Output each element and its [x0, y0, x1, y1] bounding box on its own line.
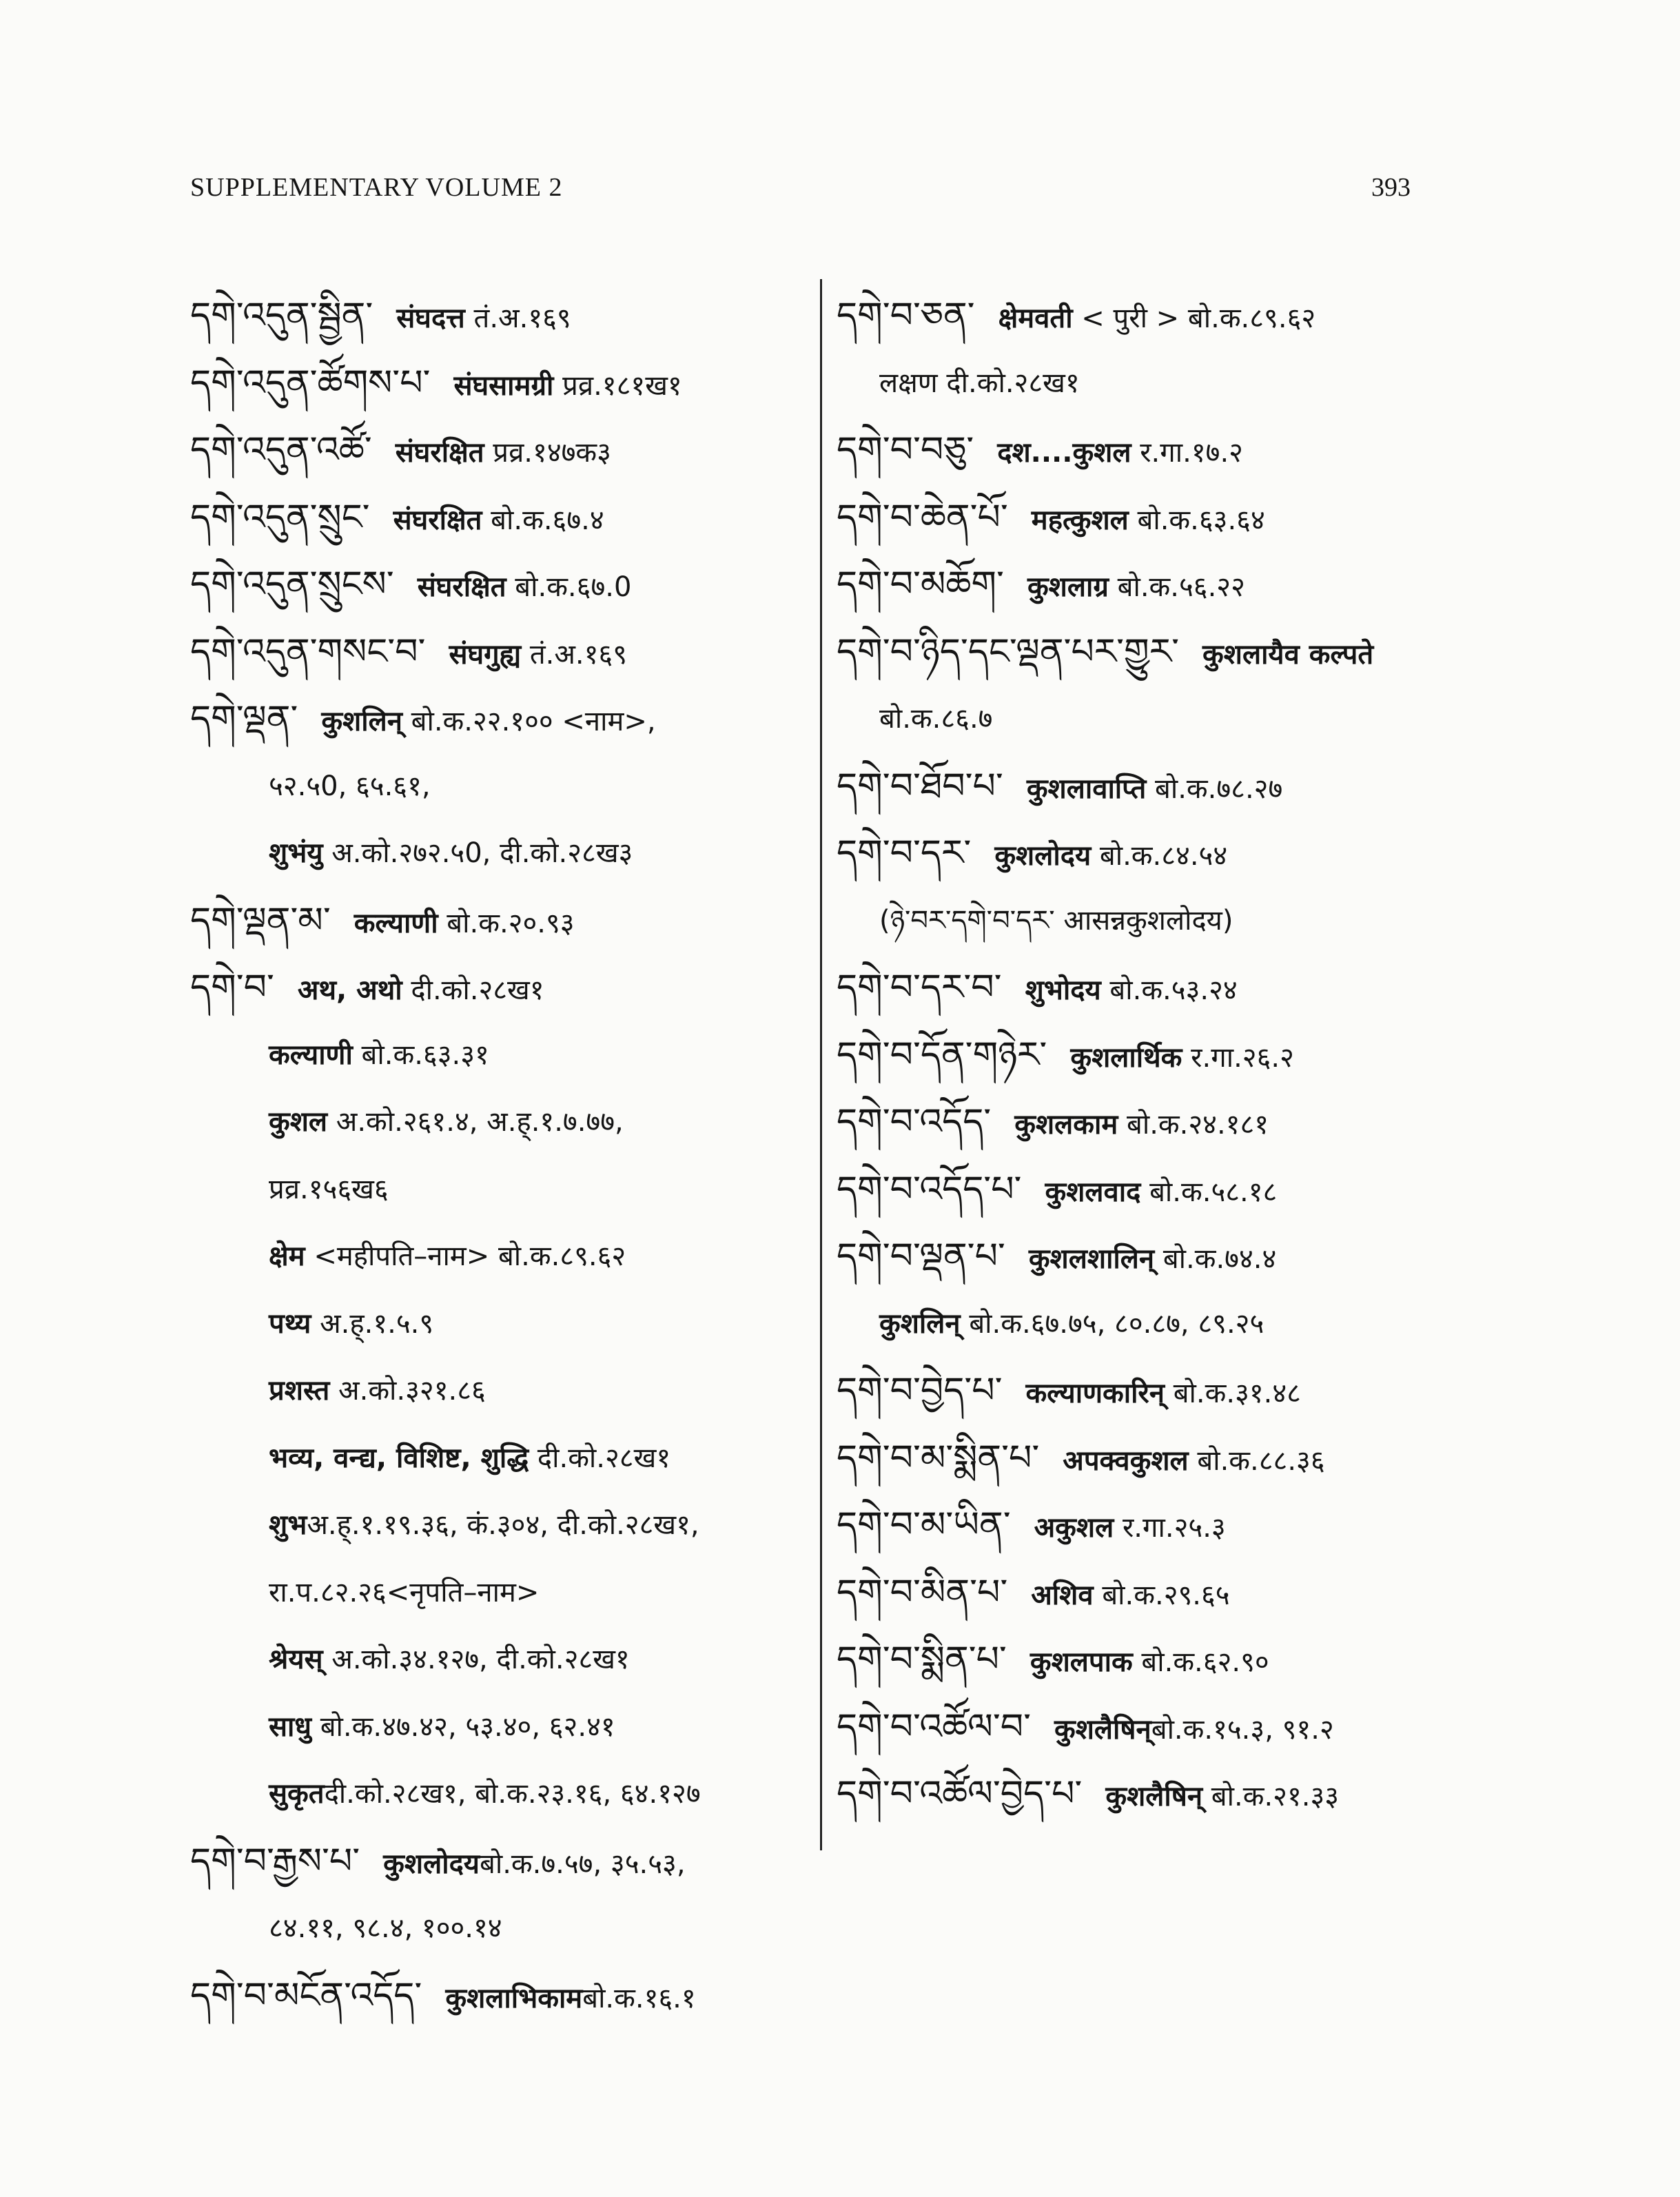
source-reference: अ.ह्.१.५.९ [311, 1307, 434, 1340]
tibetan-headword: དགེ་བ་མ་ཡིན་ [837, 1504, 1011, 1546]
sanskrit-equivalent: अशिव [1031, 1579, 1094, 1611]
source-reference: ५२.५0, ६५.६१, [269, 770, 431, 802]
source-reference: बो.क.८८.३६ [1188, 1444, 1325, 1477]
sanskrit-equivalent: सुकृत [269, 1778, 325, 1810]
source-reference: बो.क.३१.४८ [1165, 1378, 1301, 1409]
entry-continuation [190, 1761, 810, 1828]
sanskrit-equivalent: कुशलिन् [321, 706, 402, 737]
tibetan-headword: དགེ་བ་བཅུ་ [837, 429, 974, 471]
sanskrit-equivalent: कल्याणी [269, 1039, 353, 1071]
source-reference: अ.को.३२१.८६ [329, 1375, 486, 1407]
page-header [0, 172, 1680, 214]
column-divider [820, 279, 822, 1850]
dictionary-entry [190, 1963, 810, 2030]
source-reference: बो.क.६३.३१ [352, 1039, 489, 1071]
source-reference: (ཉེ་བར་དགེ་བ་དར་ आसन्नकुशलोदय) [879, 904, 1233, 937]
tibetan-headword: དགེ་བ་འཚོལ་བྱེད་པ་ [837, 1773, 1083, 1815]
source-reference: बो.क.२०.९३ [438, 907, 575, 939]
sanskrit-equivalent: कल्याणकारिन् [1025, 1378, 1165, 1409]
sanskrit-equivalent: कुशलावाप्ति [1026, 773, 1147, 805]
sanskrit-equivalent: कुशलोदय [383, 1848, 480, 1880]
source-reference: र.गा.२६.२ [1182, 1041, 1294, 1074]
source-reference: दी.को.२८ख१, बो.क.२३.१६, ६४.१२७ [324, 1778, 701, 1810]
source-reference: तं.अ.१६९ [464, 303, 571, 334]
tibetan-headword: དགེ་འདུན་སྲུང་ [190, 496, 370, 538]
source-reference: अ.को.२६१.४, अ.ह्.१.७.७७, [327, 1106, 624, 1138]
tibetan-headword: དགེ་བ་འཚོལ་བ་ [837, 1706, 1031, 1748]
sanskrit-equivalent: कुशलायैव कल्पते [1202, 638, 1374, 671]
tibetan-headword: དགེ་བ་སྨིན་པ་ [837, 1639, 1007, 1680]
dictionary-entry [837, 753, 1457, 821]
source-reference: दी.को.२८ख१ [529, 1442, 671, 1474]
sanskrit-equivalent: संघरक्षित [393, 504, 482, 536]
tibetan-headword: དགེ་བ་མཆོག་ [837, 564, 1004, 605]
tibetan-headword: དགེ་བ་ཆེན་པོ་ [837, 496, 1008, 538]
dictionary-entry [837, 1358, 1457, 1425]
tibetan-headword: དགེ་བ་འདོད་ [837, 1101, 992, 1143]
entry-continuation [837, 686, 1457, 753]
tibetan-headword: དགེ་ལྡན་མ་ [190, 899, 331, 941]
sanskrit-equivalent: संघगुह्य [449, 638, 522, 671]
source-reference: बो.क.७.५७, ३५.५३, [480, 1848, 686, 1880]
tibetan-headword: དགེ་བ་ [190, 967, 274, 1008]
source-reference: बो.क.६७.४ [482, 504, 604, 536]
sanskrit-equivalent: प्रशस्त [269, 1375, 330, 1407]
entry-continuation [190, 1492, 810, 1560]
sanskrit-equivalent: अपक्वकुशल [1063, 1444, 1189, 1477]
source-reference: < पुरी > बो.क.८९.६२ [1072, 303, 1316, 334]
dictionary-entry [837, 1560, 1457, 1627]
dictionary-entry [837, 283, 1457, 350]
sanskrit-equivalent: शुभंयु [269, 837, 323, 869]
sanskrit-equivalent: कुशलिन् [879, 1307, 961, 1340]
source-reference: प्रव्र.१५६ख६ [269, 1173, 389, 1205]
tibetan-headword: དགེ་བ་ལྡན་པ་ [837, 1236, 1005, 1277]
sanskrit-equivalent: संघदत्त [396, 303, 465, 334]
entry-continuation [190, 1291, 810, 1358]
entry-continuation [190, 1626, 810, 1694]
dictionary-entry [837, 484, 1457, 552]
tibetan-headword: དགེ་འདུན་སྲུངས་ [190, 564, 394, 605]
dictionary-entry [190, 551, 810, 619]
tibetan-headword: དགེ་བ་དར་ [837, 832, 972, 874]
source-reference: बो.क.८४.५४ [1091, 840, 1228, 872]
sanskrit-equivalent: दश....कुशल [997, 437, 1131, 469]
sanskrit-equivalent: अकुशल [1034, 1512, 1114, 1544]
entry-continuation [190, 820, 810, 888]
sanskrit-equivalent: साधु [269, 1710, 311, 1743]
dictionary-entry [837, 1626, 1457, 1694]
source-reference: अ.को.२७२.५0, दी.को.२८ख३ [322, 837, 633, 869]
entry-continuation [190, 1560, 810, 1627]
entry-continuation [190, 1425, 810, 1493]
dictionary-entry [837, 1761, 1457, 1828]
tibetan-headword: དགེ་འདུན་སྦྱིན་ [190, 295, 373, 336]
dictionary-entry [837, 1089, 1457, 1156]
source-reference: बो.क.५८.१८ [1140, 1176, 1278, 1208]
page-number: 393 [1371, 173, 1411, 202]
dictionary-entry [190, 619, 810, 686]
sanskrit-equivalent: कुशलवाद [1045, 1176, 1141, 1208]
source-reference: बो.क.७४.४ [1154, 1243, 1277, 1275]
source-reference: बो.क.८६.७ [879, 703, 993, 735]
sanskrit-equivalent: कुशलपाक [1029, 1646, 1133, 1678]
source-reference: बो.क.६७.0 [506, 571, 632, 603]
entry-continuation [190, 1022, 810, 1090]
source-reference: बो.क.६२.९० [1132, 1646, 1269, 1678]
source-reference: बो.क.६३.६४ [1128, 504, 1265, 536]
sanskrit-equivalent: कुशलाभिकाम [445, 1982, 583, 2014]
source-reference: बो.क.४७.४२, ५३.४०, ६२.४१ [311, 1710, 615, 1743]
source-reference: बो.क.२९.६५ [1093, 1579, 1230, 1611]
source-reference: बो.क.६७.७५, ८०.८७, ८९.२५ [960, 1307, 1264, 1340]
source-reference: अ.को.३४.१२७, दी.को.२८ख१ [322, 1644, 630, 1675]
tibetan-headword: དགེ་འདུན་ཚོགས་པ་ [190, 362, 431, 404]
dictionary-entry [190, 417, 810, 484]
source-reference: बो.क.२१.३३ [1202, 1781, 1340, 1812]
source-reference: <महीपति–नाम> बो.क.८९.६२ [305, 1240, 626, 1272]
sanskrit-equivalent: कुशलाग्र [1027, 571, 1109, 603]
sanskrit-equivalent: कुशलार्थिक [1070, 1041, 1182, 1074]
sanskrit-equivalent: श्रेयस् [269, 1644, 323, 1675]
tibetan-headword: དགེ་བ་རྒྱས་པ་ [190, 1840, 360, 1882]
dictionary-entry [190, 350, 810, 418]
entry-continuation [837, 1291, 1457, 1358]
source-reference: रा.प.८२.२६<नृपति–नाम> [269, 1576, 540, 1608]
sanskrit-equivalent: क्षेमवती [998, 303, 1073, 334]
tibetan-headword: དགེ་འདུན་འཚོ་ [190, 429, 372, 471]
tibetan-headword: དགེ་བ་འདོད་པ་ [837, 1168, 1022, 1210]
source-reference: ८४.११, ९८.४, १००.१४ [269, 1912, 502, 1944]
sanskrit-equivalent: कुशल [269, 1106, 328, 1138]
sanskrit-equivalent: कुशलशालिन् [1028, 1243, 1155, 1275]
sanskrit-equivalent: क्षेम [269, 1240, 305, 1272]
dictionary-entry [190, 686, 810, 753]
entry-continuation [190, 1358, 810, 1425]
entry-continuation [190, 1156, 810, 1224]
tibetan-headword: དགེ་འདུན་གསང་བ་ [190, 631, 426, 673]
source-reference: बो.क.१६.१ [582, 1982, 696, 2014]
source-reference: र.गा.१७.२ [1131, 437, 1243, 469]
source-reference: दी.को.२८ख१ [402, 974, 544, 1006]
sanskrit-equivalent: अथ, अथो [297, 974, 402, 1006]
sanskrit-equivalent: कल्याणी [354, 907, 438, 939]
tibetan-headword: དགེ་བ་དར་བ་ [837, 967, 1002, 1008]
tibetan-headword: དགེ་ལྡན་ [190, 698, 298, 739]
dictionary-entry [190, 1828, 810, 1896]
source-reference: बो.क.५६.२२ [1108, 571, 1245, 603]
dictionary-entry [837, 954, 1457, 1022]
tibetan-headword: དགེ་བ་མ་སྨིན་པ་ [837, 1437, 1040, 1479]
dictionary-entry [837, 1492, 1457, 1560]
sanskrit-equivalent: भव्य, वन्द्य, विशिष्ट, शुद्धि [269, 1442, 529, 1474]
source-reference: बो.क.२२.१०० <नाम>, [402, 706, 656, 737]
source-reference: प्रव्र.१४७क३ [484, 437, 611, 469]
entry-continuation [837, 888, 1457, 955]
source-reference: प्रव्र.१८१ख१ [553, 369, 682, 402]
dictionary-entry [837, 619, 1457, 686]
entry-continuation [837, 350, 1457, 418]
dictionary-entry [190, 954, 810, 1022]
sanskrit-equivalent: शुभोदय [1025, 974, 1101, 1006]
source-reference: बो.क.१५.३, ९१.२ [1151, 1713, 1334, 1746]
dictionary-entry [837, 1022, 1457, 1090]
entry-continuation [190, 753, 810, 821]
dictionary-entry [837, 820, 1457, 888]
tibetan-headword: དགེ་བ་དོན་གཉེར་ [837, 1034, 1047, 1076]
sanskrit-equivalent: संघरक्षित [395, 437, 484, 469]
sanskrit-equivalent: कुशलैषिन् [1105, 1781, 1203, 1812]
dictionary-entry [190, 283, 810, 350]
source-reference: बो.क.७८.२७ [1146, 773, 1283, 805]
sanskrit-equivalent: कुशलोदय [994, 840, 1092, 872]
entry-continuation [190, 1223, 810, 1291]
dictionary-entry [837, 1156, 1457, 1224]
sanskrit-equivalent: संघरक्षित [417, 571, 506, 603]
sanskrit-equivalent: कुशलैषिन् [1054, 1713, 1151, 1746]
sanskrit-equivalent: शुभ [269, 1509, 307, 1541]
tibetan-headword: དགེ་བ་བྱེད་པ་ [837, 1370, 1003, 1411]
tibetan-headword: དགེ་བ་ཉིད་དང་ལྡན་པར་གྱུར་ [837, 631, 1180, 673]
dictionary-entry [190, 888, 810, 955]
sanskrit-equivalent: कुशलकाम [1014, 1109, 1118, 1141]
sanskrit-equivalent: पथ्य [269, 1307, 311, 1340]
sanskrit-equivalent: महत्कुशल [1031, 504, 1129, 536]
dictionary-entry [837, 551, 1457, 619]
source-reference: र.गा.२५.३ [1114, 1512, 1226, 1544]
tibetan-headword: དགེ་བ་ཅན་ [837, 295, 975, 336]
tibetan-headword: དགེ་བ་མངོན་འདོད་ [190, 1974, 422, 2016]
sanskrit-equivalent: संघसामग्री [453, 369, 554, 402]
running-title: SUPPLEMENTARY VOLUME 2 [190, 173, 563, 202]
tibetan-headword: དགེ་བ་མིན་པ་ [837, 1571, 1008, 1613]
entry-continuation [190, 1694, 810, 1761]
dictionary-entry [837, 1694, 1457, 1761]
left-column [190, 283, 810, 2030]
dictionary-entry [837, 1425, 1457, 1493]
dictionary-entry [837, 1223, 1457, 1291]
source-reference: लक्षण दी.को.२८ख१ [879, 367, 1080, 399]
tibetan-headword: དགེ་བ་ཐོབ་པ་ [837, 765, 1003, 807]
source-reference: तं.अ.१६९ [521, 638, 628, 671]
source-reference: बो.क.५३.२४ [1100, 974, 1238, 1006]
entry-continuation [190, 1089, 810, 1156]
dictionary-entry [190, 484, 810, 552]
right-column [837, 283, 1457, 1828]
source-reference: अ.ह्.१.१९.३६, कं.३०४, दी.को.२८ख१, [307, 1509, 699, 1541]
dictionary-entry [837, 417, 1457, 484]
source-reference: बो.क.२४.१८१ [1118, 1109, 1269, 1141]
entry-continuation [190, 1895, 810, 1963]
